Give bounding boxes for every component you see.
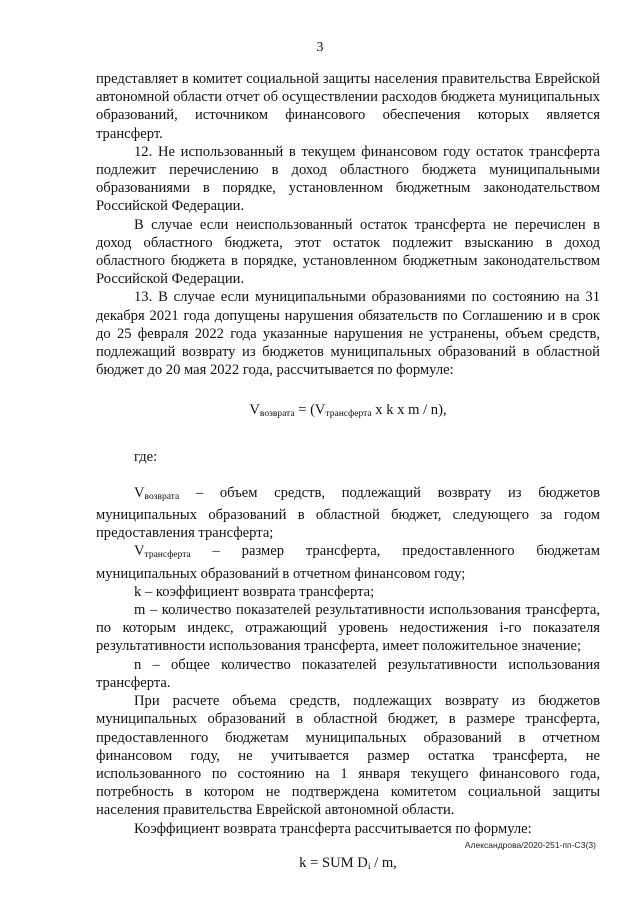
formula-mid: = (V	[294, 402, 326, 419]
paragraph-1: представляет в комитет социальной защиты населения правительства Еврейской автономной области отчет об осуществлении расходов бюджета муниципальных образований, источником финансового обеспечения которых является трансферт.	[96, 71, 600, 142]
definition-v-return: $V_{возврата}$ – объем средств, подлежащий возврату из бюджетов муниципальных образований в областной бюджет, следующего за годом предоставления трансферта;	[96, 484, 600, 542]
where-label: где:	[134, 448, 158, 465]
paragraph-12: 12. Не использованный в текущем финансовом году остаток трансферта подлежит перечислению в доход областного бюджета муниципальными образованиями в порядке, установленном бюджетным законодательством Российской Федерации.	[96, 143, 600, 215]
formula-sub-return: возврата	[259, 409, 295, 420]
page-number: 3	[316, 40, 324, 55]
formula-v: V	[249, 402, 260, 419]
definition-m: m – количество показателей результативности использования трансферта, по которым индекс, отражающий уровень недостижения i-го показателя результативности использования трансферта, имеет положительное значение;	[96, 602, 600, 655]
formula-return-volume	[96, 401, 600, 423]
definition-k: k – коэффициент возврата трансферта;	[134, 583, 375, 600]
paragraph-calculation-note: При расчете объема средств, подлежащих возврату из бюджетов муниципальных образований в областной бюджет, в размере трансферта, предоставленного бюджетам муниципальных образований в отчетном финансовом году, не учитывается размер остатка трансферта, не использованного по состоянию на 1 января текущего финансового года, потребность в котором не подтверждена комитетом социальной защиты населения правительства Еврейской автономной области.	[96, 693, 600, 819]
formula-sub-transfer: трансферта	[325, 409, 372, 420]
definition-n: n – общее количество показателей результативности использования трансферта.	[96, 656, 600, 691]
definition-v-transfer: $V_{трансферта}$ – размер трансферта, предоставленного бюджетам муниципальных образований в отчетном финансовом году;	[96, 543, 600, 582]
document-body	[96, 70, 600, 876]
document-footer-code: Александрова/2020-251-пп-СЗ(3)	[464, 840, 596, 850]
formula-rest: x k x m / n),	[371, 402, 447, 419]
paragraph-unreturned-balance: В случае если неиспользованный остаток трансферта не перечислен в доход областного бюджета, этот остаток подлежит взысканию в доход областного бюджета в порядке, установленном бюджетным законодательством Российской Федерации.	[96, 216, 600, 288]
formula-coefficient: k = SUM $D_i$ / m,	[299, 854, 397, 872]
paragraph-13: 13. В случае если муниципальными образованиями по состоянию на 31 декабря 2021 года допущены нарушения обязательств по Соглашению и в срок до 25 февраля 2022 года указанные нарушения не устранены, объем средств, подлежащий возврату из бюджетов муниципальных образований в областной бюджет до 20 мая 2022 года, рассчитывается по формуле:	[96, 289, 600, 379]
paragraph-coefficient-intro: Коэффициент возврата трансферта рассчитывается по формуле:	[134, 820, 532, 837]
